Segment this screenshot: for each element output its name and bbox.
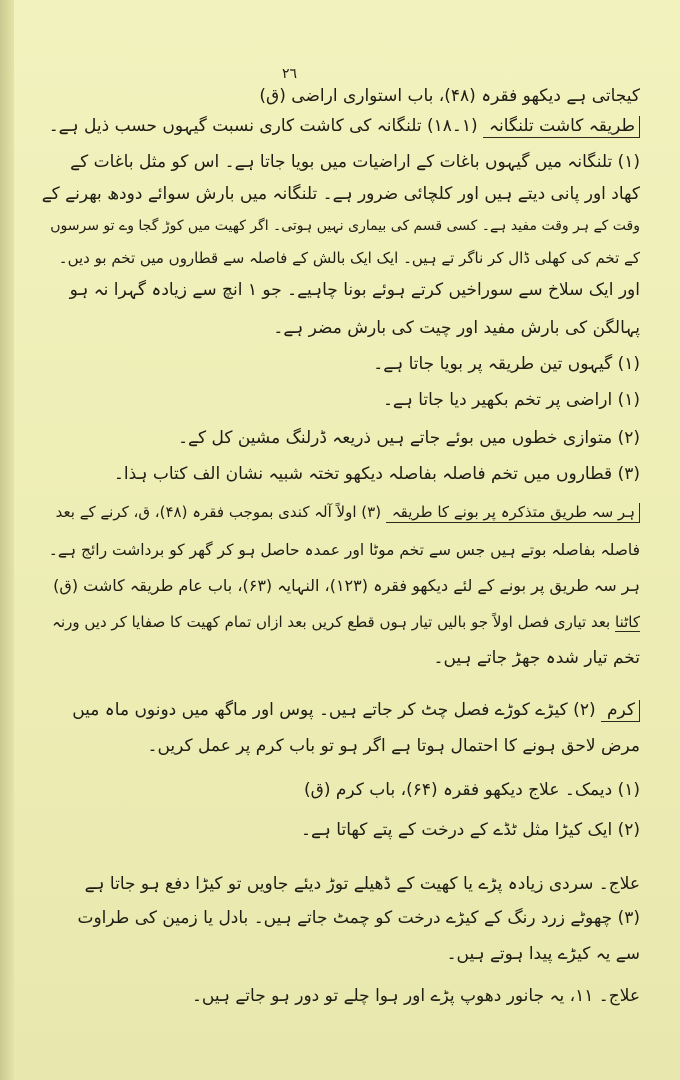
- text-line: (۱) تلنگانہ میں گیہوں باغات کے اراضیات میں بویا جاتا ہے۔ اس کو مثل باغات کے: [70, 152, 640, 172]
- text-line: وقت کے ہر وقت مفید ہے۔ کسی قسم کی بیماری نہیں ہوتی۔ اگر کھیت میں کوڑ گجا وے تو سرسوں: [50, 218, 640, 234]
- text-line: پہالگن کی بارش مفید اور چیت کی بارش مضر ہے۔: [273, 318, 640, 338]
- text-line: سے یہ کیڑے پیدا ہوتے ہیں۔: [446, 944, 640, 964]
- text-line-with-heading: [72, 698, 640, 722]
- text-line: (۱) گیہوں تین طریقہ پر بویا جاتا ہے۔: [373, 354, 640, 374]
- side-heading-pests: کرم: [601, 700, 640, 722]
- text-line: علاج۔ سردی زیادہ پڑے یا کھیت کے ڈھیلے توڑ دیئے جاویں تو کیڑا دفع ہو جاتا ہے: [84, 874, 640, 894]
- text-line: (۲) متوازی خطوں میں بوئے جاتے ہیں ذریعہ ڈرلنگ مشین کل کے۔: [178, 428, 640, 448]
- text-line: کیجاتی ہے دیکھو فقرہ (۴۸)، باب استواری اراضی (ق): [259, 86, 640, 106]
- text-line: بعد تیاری فصل اولاً جو بالیں تیار ہوں قطع کریں بعد ازاں تمام کھیت کا صفایا کر دیں ورنہ: [52, 613, 611, 631]
- text-line-with-heading: [49, 114, 640, 138]
- text-line: (۲) ایک کیڑا مثل ٹڈے کے درخت کے پتے کھاتا ہے۔: [301, 820, 640, 840]
- text-line: اور ایک سلاخ سے سوراخیں کرتے ہوئے بونا چاہیے۔ جو ۱ انچ سے زیادہ گہرا نہ ہو: [69, 280, 640, 300]
- text-line: کے تخم کی کھلی ڈال کر ناگر تے ہیں۔ ایک ایک بالش کے فاصلہ سے قطاروں میں تخم بو دیں۔: [58, 249, 640, 267]
- side-heading-harvest: کاٹنا: [615, 613, 640, 631]
- text-line: (۲) کیڑے کوڑے فصل چٹ کر جاتے ہیں۔ پوس اور ماگھ میں دونوں ماہ میں: [72, 700, 596, 720]
- text-line: تخم تیار شدہ جھڑ جاتے ہیں۔: [433, 648, 640, 668]
- text-line: مرض لاحق ہونے کا احتمال ہوتا ہے اگر ہو تو باب کرم پر عمل کریں۔: [147, 736, 640, 756]
- text-line: علاج۔ ۱۱، یہ جانور دھوپ پڑے اور ہوا چلے تو دور ہو جاتے ہیں۔: [191, 986, 640, 1006]
- text-line: (۳) چھوٹے زرد رنگ کے کیڑے درخت کو چمٹ جاتے ہیں۔ بادل یا زمین کی طراوت: [77, 908, 640, 928]
- text-line: (۱) اراضی پر تخم بکھیر دیا جاتا ہے۔: [382, 390, 640, 410]
- text-line-with-heading: [52, 610, 640, 634]
- text-line-with-heading: [56, 500, 640, 524]
- text-line: فاصلہ بفاصلہ بوتے ہیں جس سے تخم موٹا اور عمدہ حاصل ہو کر گھر کو برداشت رائج ہے۔: [48, 541, 640, 559]
- text-line: (۳) قطاروں میں تخم فاصلہ بفاصلہ دیکھو تختہ شبیہ نشان الف کتاب ہذا۔: [113, 464, 640, 484]
- text-line: (۳) اولاً آلہ کندی بموجب فقرہ (۴۸)، ق، کرنے کے بعد: [55, 503, 382, 521]
- side-heading-telangana: طریقہ کاشت تلنگانہ: [483, 116, 640, 138]
- scan-edge: [0, 0, 14, 1080]
- text-line: (۱۔۱۸) تلنگانہ کی کاشت کاری نسبت گیہوں حسب ذیل ہے۔: [48, 116, 478, 136]
- text-line: کھاد اور پانی دیتے ہیں اور کلچائی ضرور ہے۔ تلنگانہ میں بارش سوائے دودھ بھرنے کے: [41, 184, 640, 204]
- text-line: (۱) دیمک۔ علاج دیکھو فقرہ (۶۴)، باب کرم (ق): [304, 780, 640, 800]
- side-heading-sowing: ہر سہ طریق متذکرہ پر بونے کا طریقہ: [386, 503, 640, 523]
- text-line: ہر سہ طریق پر بونے کے لئے دیکھو فقرہ (۱۲۳)، النہایہ (۶۳)، باب عام طریقہ کاشت (ق): [53, 576, 640, 595]
- page-number: ۲٦: [282, 66, 298, 82]
